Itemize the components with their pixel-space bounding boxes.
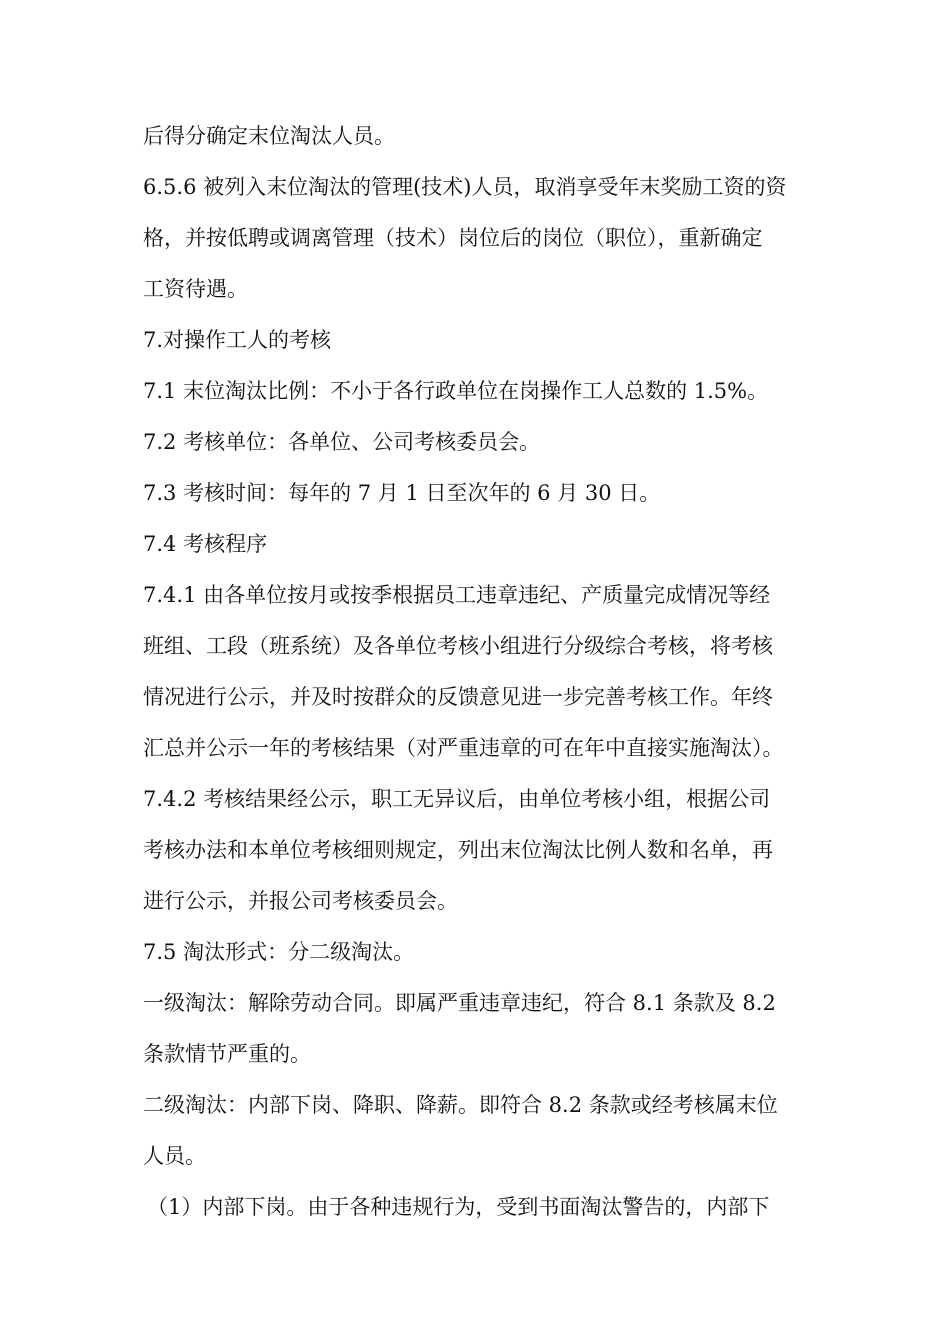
text-line: （1）内部下岗。由于各种违规行为，受到书面淘汰警告的，内部下 bbox=[147, 1195, 770, 1219]
text-line: 7.5 淘汰形式：分二级淘汰。 bbox=[143, 940, 415, 964]
text-line: 7.2 考核单位：各单位、公司考核委员会。 bbox=[143, 430, 541, 454]
text-line: 6.5.6 被列入末位淘汰的管理(技术)人员，取消享受年末奖励工资的资 bbox=[143, 175, 787, 199]
text-line: 班组、工段（班系统）及各单位考核小组进行分级综合考核，将考核 bbox=[143, 634, 773, 658]
text-line: 汇总并公示一年的考核结果（对严重违章的可在年中直接实施淘汰）。 bbox=[143, 736, 784, 760]
document-body bbox=[143, 111, 811, 1233]
text-line: 二级淘汰：内部下岗、降职、降薪。即符合 8.2 条款或经考核属末位 bbox=[143, 1093, 778, 1117]
text-line: 考核办法和本单位考核细则规定，列出末位淘汰比例人数和名单，再 bbox=[143, 838, 773, 862]
text-line: 格，并按低聘或调离管理（技术）岗位后的岗位（职位），重新确定 bbox=[143, 226, 763, 250]
text-line: 人员。 bbox=[143, 1144, 206, 1168]
section-heading: 7.4 考核程序 bbox=[143, 532, 268, 556]
text-line: 一级淘汰：解除劳动合同。即属严重违章违纪，符合 8.1 条款及 8.2 bbox=[143, 991, 776, 1015]
text-line: 情况进行公示，并及时按群众的反馈意见进一步完善考核工作。年终 bbox=[143, 685, 773, 709]
text-line: 7.4.1 由各单位按月或按季根据员工违章违纪、产质量完成情况等经 bbox=[143, 583, 771, 607]
text-line: 7.3 考核时间：每年的 7 月 1 日至次年的 6 月 30 日。 bbox=[143, 481, 661, 505]
text-line: 进行公示，并报公司考核委员会。 bbox=[143, 889, 458, 913]
section-heading: 7.对操作工人的考核 bbox=[143, 328, 332, 352]
text-line: 7.1 末位淘汰比例：不小于各行政单位在岗操作工人总数的 1.5%。 bbox=[143, 379, 769, 403]
text-line: 7.4.2 考核结果经公示，职工无异议后，由单位考核小组，根据公司 bbox=[143, 787, 771, 811]
text-line: 条款情节严重的。 bbox=[143, 1042, 311, 1066]
text-line: 后得分确定末位淘汰人员。 bbox=[143, 124, 395, 148]
text-line: 工资待遇。 bbox=[143, 277, 248, 301]
